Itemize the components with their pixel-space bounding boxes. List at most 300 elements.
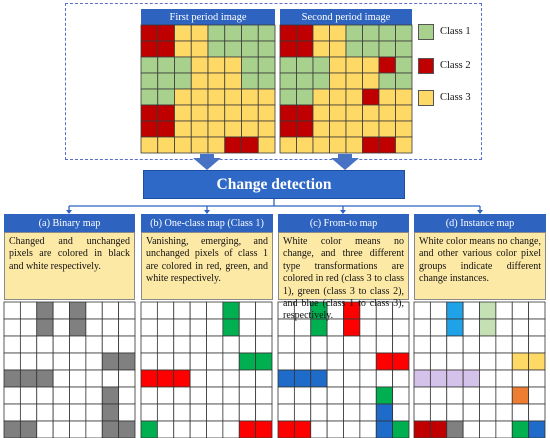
grid-cell [208, 41, 225, 57]
grid-cell [379, 137, 396, 153]
grid-cell [141, 137, 158, 153]
grid-cell [313, 137, 330, 153]
grid-cell [280, 121, 297, 137]
grid-cell [191, 73, 208, 89]
grid-cell [313, 41, 330, 57]
grid-cell [379, 121, 396, 137]
map-cell [414, 370, 430, 387]
map-cell [174, 336, 190, 353]
grid-cell [141, 105, 158, 121]
grid-cell [396, 25, 413, 41]
map-cell [223, 404, 239, 421]
grid-cell [191, 121, 208, 137]
map-cell [4, 370, 20, 387]
map-cell [376, 421, 392, 438]
map-cell [207, 387, 223, 404]
map-cell [294, 404, 310, 421]
map-cell [529, 387, 545, 404]
map-cell [207, 421, 223, 438]
grid-cell [258, 73, 275, 89]
grid-cell [330, 89, 347, 105]
map-cell [174, 370, 190, 387]
map-cell [239, 387, 255, 404]
map-cell [447, 336, 463, 353]
grid-cell [330, 57, 347, 73]
map-cell [278, 336, 294, 353]
legend-class1-label: Class 1 [440, 26, 471, 37]
grid-cell [297, 57, 314, 73]
legend-class3-label: Class 3 [440, 92, 471, 103]
map-cell [327, 353, 343, 370]
grid-cell [208, 73, 225, 89]
change-detection-box: Change detection [143, 170, 405, 199]
map-cell [190, 336, 206, 353]
map-cell [20, 404, 36, 421]
grid-cell [242, 105, 259, 121]
map-cell [119, 336, 135, 353]
map-cell [480, 353, 496, 370]
map-cell [344, 336, 360, 353]
map-cell [447, 319, 463, 336]
map-cell [141, 404, 157, 421]
map-cell [157, 404, 173, 421]
grid-cell [297, 41, 314, 57]
map-cell [190, 302, 206, 319]
map-cell [157, 387, 173, 404]
grid-cell [175, 73, 192, 89]
map-cell [447, 353, 463, 370]
panel-b-title: (b) One-class map (Class 1) [141, 214, 273, 232]
map-cell [223, 421, 239, 438]
arrow-left-icon [193, 158, 221, 170]
map-cell [360, 387, 376, 404]
map-cell [174, 302, 190, 319]
map-cell [344, 404, 360, 421]
map-cell [512, 387, 528, 404]
grid-cell [175, 137, 192, 153]
map-cell [496, 319, 512, 336]
grid-cell [225, 105, 242, 121]
legend-class2-swatch [418, 58, 434, 74]
map-cell [119, 404, 135, 421]
map-cell [376, 353, 392, 370]
map-cell [529, 353, 545, 370]
second-period-grid [280, 25, 412, 153]
map-cell [344, 387, 360, 404]
map-cell [86, 336, 102, 353]
grid-cell [379, 41, 396, 57]
map-cell [463, 421, 479, 438]
grid-cell [346, 105, 363, 121]
map-cell [393, 404, 409, 421]
map-cell [256, 404, 272, 421]
grid-cell [297, 73, 314, 89]
map-cell [239, 370, 255, 387]
grid-cell [330, 105, 347, 121]
legend-class2-label: Class 2 [440, 60, 471, 71]
grid-cell [363, 41, 380, 57]
map-cell [37, 319, 53, 336]
panel-a-map [4, 302, 135, 438]
grid-cell [141, 41, 158, 57]
map-cell [141, 336, 157, 353]
grid-cell [242, 89, 259, 105]
map-cell [141, 319, 157, 336]
grid-cell [208, 105, 225, 121]
map-cell [256, 387, 272, 404]
map-cell [20, 387, 36, 404]
map-cell [360, 421, 376, 438]
map-cell [294, 370, 310, 387]
map-cell [294, 421, 310, 438]
grid-cell [330, 41, 347, 57]
grid-cell [313, 73, 330, 89]
map-cell [174, 404, 190, 421]
map-cell [174, 353, 190, 370]
grid-cell [280, 105, 297, 121]
map-cell [223, 387, 239, 404]
map-cell [414, 404, 430, 421]
map-cell [327, 404, 343, 421]
map-cell [86, 353, 102, 370]
map-cell [20, 302, 36, 319]
map-cell [447, 404, 463, 421]
map-cell [393, 421, 409, 438]
map-cell [86, 421, 102, 438]
grid-cell [280, 89, 297, 105]
map-cell [311, 421, 327, 438]
map-cell [207, 370, 223, 387]
map-cell [239, 404, 255, 421]
map-cell [256, 421, 272, 438]
panel-d-map [414, 302, 545, 438]
map-cell [174, 387, 190, 404]
map-cell [20, 370, 36, 387]
map-cell [327, 370, 343, 387]
grid-cell [363, 73, 380, 89]
map-cell [157, 319, 173, 336]
map-cell [86, 404, 102, 421]
map-cell [463, 319, 479, 336]
map-cell [239, 319, 255, 336]
map-cell [119, 387, 135, 404]
map-cell [393, 353, 409, 370]
map-cell [102, 302, 118, 319]
map-cell [239, 353, 255, 370]
grid-cell [158, 121, 175, 137]
map-cell [512, 404, 528, 421]
map-cell [344, 353, 360, 370]
grid-cell [242, 41, 259, 57]
grid-cell [225, 137, 242, 153]
map-cell [53, 302, 69, 319]
map-cell [512, 370, 528, 387]
grid-cell [396, 121, 413, 137]
grid-cell [313, 105, 330, 121]
map-cell [480, 302, 496, 319]
grid-cell [258, 89, 275, 105]
grid-cell [346, 73, 363, 89]
map-cell [70, 336, 86, 353]
grid-cell [191, 57, 208, 73]
map-cell [463, 336, 479, 353]
map-cell [496, 387, 512, 404]
map-cell [529, 319, 545, 336]
map-cell [512, 319, 528, 336]
grid-cell [280, 137, 297, 153]
map-cell [311, 353, 327, 370]
grid-cell [379, 89, 396, 105]
grid-cell [191, 41, 208, 57]
map-cell [496, 353, 512, 370]
panel-c-title: (c) From-to map [278, 214, 409, 232]
grid-cell [208, 57, 225, 73]
grid-cell [225, 25, 242, 41]
map-cell [70, 421, 86, 438]
map-cell [53, 353, 69, 370]
grid-cell [175, 105, 192, 121]
grid-cell [313, 25, 330, 41]
grid-cell [346, 89, 363, 105]
grid-cell [175, 41, 192, 57]
grid-cell [396, 41, 413, 57]
map-cell [37, 387, 53, 404]
map-cell [529, 370, 545, 387]
map-cell [393, 319, 409, 336]
map-cell [190, 353, 206, 370]
map-cell [430, 336, 446, 353]
map-cell [430, 404, 446, 421]
panel-b-map [141, 302, 272, 438]
grid-cell [280, 25, 297, 41]
map-cell [414, 421, 430, 438]
legend-class1-swatch [418, 24, 434, 40]
map-cell [53, 404, 69, 421]
grid-cell [346, 137, 363, 153]
grid-cell [363, 121, 380, 137]
map-cell [294, 387, 310, 404]
map-cell [480, 336, 496, 353]
grid-cell [379, 73, 396, 89]
map-cell [141, 387, 157, 404]
map-cell [414, 387, 430, 404]
map-cell [480, 370, 496, 387]
map-cell [311, 370, 327, 387]
map-cell [496, 370, 512, 387]
map-cell [70, 387, 86, 404]
map-cell [480, 387, 496, 404]
grid-cell [346, 121, 363, 137]
map-cell [376, 370, 392, 387]
map-cell [430, 353, 446, 370]
grid-cell [297, 89, 314, 105]
map-cell [119, 421, 135, 438]
grid-cell [379, 57, 396, 73]
arrow-right-icon [331, 158, 359, 170]
map-cell [157, 421, 173, 438]
map-cell [53, 421, 69, 438]
map-cell [37, 353, 53, 370]
grid-cell [242, 25, 259, 41]
map-cell [174, 319, 190, 336]
map-cell [512, 421, 528, 438]
map-cell [463, 404, 479, 421]
grid-cell [242, 137, 259, 153]
connector-lines [66, 199, 483, 214]
map-cell [529, 404, 545, 421]
map-cell [4, 353, 20, 370]
map-cell [70, 319, 86, 336]
map-cell [529, 421, 545, 438]
map-cell [294, 336, 310, 353]
map-cell [119, 319, 135, 336]
map-cell [70, 370, 86, 387]
grid-cell [258, 57, 275, 73]
map-cell [447, 387, 463, 404]
map-cell [141, 421, 157, 438]
map-cell [496, 336, 512, 353]
grid-cell [346, 25, 363, 41]
map-cell [430, 421, 446, 438]
map-cell [393, 387, 409, 404]
grid-cell [141, 25, 158, 41]
map-cell [376, 336, 392, 353]
map-cell [207, 336, 223, 353]
grid-cell [396, 89, 413, 105]
map-cell [256, 336, 272, 353]
map-cell [496, 302, 512, 319]
grid-cell [191, 25, 208, 41]
map-cell [344, 319, 360, 336]
map-cell [376, 319, 392, 336]
grid-cell [225, 73, 242, 89]
map-cell [344, 421, 360, 438]
grid-cell [158, 137, 175, 153]
map-cell [102, 319, 118, 336]
map-cell [480, 421, 496, 438]
panel-d-text: White color means no change, and other various color pixel groups indicate different change instances. [414, 232, 546, 300]
grid-cell [313, 57, 330, 73]
map-cell [223, 336, 239, 353]
map-cell [207, 353, 223, 370]
grid-cell [363, 57, 380, 73]
map-cell [529, 336, 545, 353]
grid-cell [363, 25, 380, 41]
map-cell [360, 336, 376, 353]
grid-cell [297, 137, 314, 153]
map-cell [239, 302, 255, 319]
map-cell [4, 336, 20, 353]
grid-cell [396, 105, 413, 121]
map-cell [327, 421, 343, 438]
grid-cell [379, 25, 396, 41]
map-cell [512, 336, 528, 353]
map-cell [360, 319, 376, 336]
grid-cell [258, 121, 275, 137]
map-cell [190, 421, 206, 438]
map-cell [53, 387, 69, 404]
grid-cell [346, 57, 363, 73]
grid-cell [175, 57, 192, 73]
map-cell [311, 404, 327, 421]
map-cell [430, 370, 446, 387]
map-cell [278, 353, 294, 370]
map-cell [393, 336, 409, 353]
map-cell [119, 353, 135, 370]
map-cell [294, 353, 310, 370]
grid-cell [225, 89, 242, 105]
grid-cell [313, 89, 330, 105]
map-cell [86, 302, 102, 319]
map-cell [447, 421, 463, 438]
map-cell [463, 353, 479, 370]
grid-cell [208, 137, 225, 153]
grid-cell [258, 105, 275, 121]
map-cell [278, 370, 294, 387]
map-cell [70, 353, 86, 370]
grid-cell [158, 41, 175, 57]
map-cell [414, 336, 430, 353]
map-cell [393, 370, 409, 387]
map-cell [360, 404, 376, 421]
map-cell [141, 370, 157, 387]
map-cell [157, 370, 173, 387]
map-cell [207, 302, 223, 319]
grid-cell [280, 73, 297, 89]
grid-cell [208, 121, 225, 137]
map-cell [53, 336, 69, 353]
map-cell [256, 302, 272, 319]
grid-cell [258, 41, 275, 57]
grid-cell [396, 57, 413, 73]
map-cell [4, 319, 20, 336]
grid-cell [330, 121, 347, 137]
map-cell [463, 302, 479, 319]
map-cell [37, 302, 53, 319]
map-cell [119, 370, 135, 387]
map-cell [447, 302, 463, 319]
grid-cell [363, 105, 380, 121]
map-cell [223, 370, 239, 387]
map-cell [327, 336, 343, 353]
grid-cell [191, 89, 208, 105]
map-cell [20, 353, 36, 370]
map-cell [37, 370, 53, 387]
map-cell [190, 404, 206, 421]
grid-cell [141, 121, 158, 137]
map-cell [190, 370, 206, 387]
panel-a-title: (a) Binary map [4, 214, 135, 232]
map-cell [311, 336, 327, 353]
map-cell [207, 319, 223, 336]
map-cell [496, 421, 512, 438]
grid-cell [191, 105, 208, 121]
grid-cell [158, 73, 175, 89]
map-cell [37, 421, 53, 438]
grid-cell [225, 121, 242, 137]
grid-cell [396, 137, 413, 153]
grid-cell [242, 57, 259, 73]
map-cell [53, 370, 69, 387]
grid-cell [313, 121, 330, 137]
grid-cell [175, 89, 192, 105]
grid-cell [297, 105, 314, 121]
map-cell [70, 404, 86, 421]
grid-cell [158, 105, 175, 121]
map-cell [496, 404, 512, 421]
first-period-title: First period image [141, 9, 275, 25]
map-cell [157, 302, 173, 319]
